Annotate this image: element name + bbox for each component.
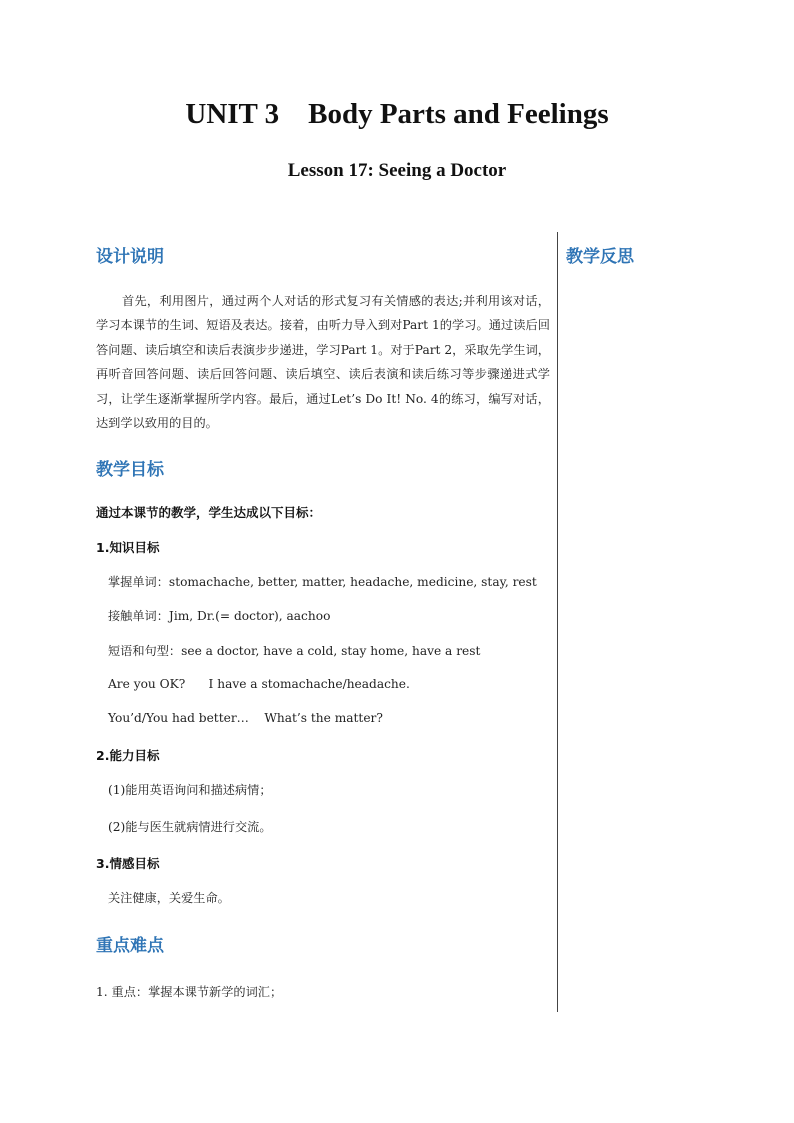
lesson-subtitle: Lesson 17: Seeing a Doctor <box>287 160 507 181</box>
design-notes-heading: 设计说明 <box>96 247 164 267</box>
column-divider <box>557 232 558 1012</box>
key-point-line: 1. 重点：掌握本课节新学的词汇； <box>96 985 283 999</box>
knowledge-line: 短语和句型：see a doctor, have a cold, stay home, have a rest <box>108 644 481 658</box>
design-notes-paragraph: 首先，利用图片，通过两个人对话的形式复习有关情感的表达;并利用该对话，学习本课节的生词、短语及表达。接着，由听力导入到对Part 1的学习。通过读后回答问题、读后填空和读后表演步步递进，学习Part 1。对于Part 2，采取先学生词，再听音回答问题、读后回答问题、读后填空、读后表演和读后练习等步骤递进式学习，让学生逐渐掌握所学内容。最后，通过Let’s Do It! No. 4的练习，编写对话，达到学以致用的目的。 <box>96 294 550 431</box>
knowledge-line: Are you OK? I have a stomachache/headache. <box>108 677 410 691</box>
knowledge-line: You’d/You had better… What’s the matter? <box>108 711 383 725</box>
objectives-intro: 通过本课节的教学，学生达成以下目标： <box>96 505 322 520</box>
knowledge-line: 接触单词：Jim, Dr.(= doctor), aachoo <box>108 609 331 623</box>
ability-line: (2)能与医生就病情进行交流。 <box>108 820 272 834</box>
emotion-heading: 3.情感目标 <box>96 856 160 871</box>
reflection-heading: 教学反思 <box>566 247 634 267</box>
page-title: UNIT 3 Body Parts and Feelings <box>185 98 609 130</box>
key-points-heading: 重点难点 <box>96 936 164 956</box>
ability-line: (1)能用英语询问和描述病情； <box>108 783 272 797</box>
objectives-heading: 教学目标 <box>96 460 164 480</box>
ability-heading: 2.能力目标 <box>96 748 160 763</box>
emotion-line: 关注健康，关爱生命。 <box>108 891 230 905</box>
knowledge-line: 掌握单词：stomachache, better, matter, headache, medicine, stay, rest <box>108 575 537 589</box>
knowledge-heading: 1.知识目标 <box>96 540 160 555</box>
